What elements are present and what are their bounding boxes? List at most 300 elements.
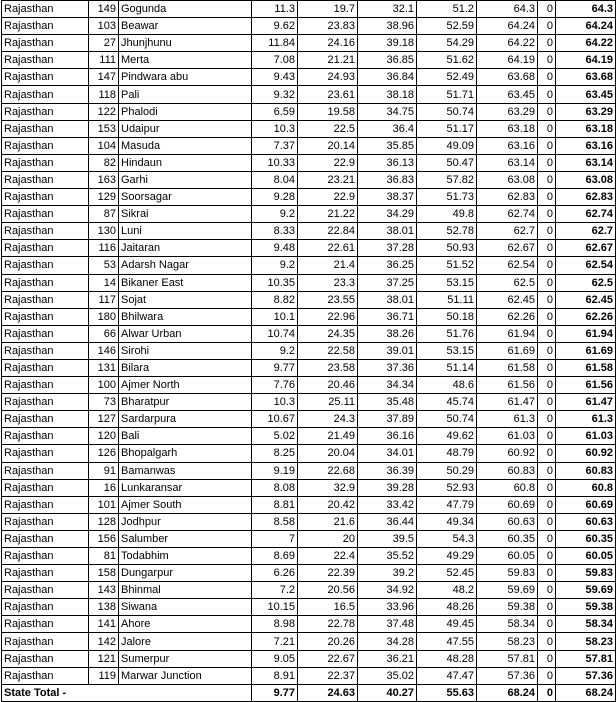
table-row bbox=[2, 530, 616, 547]
table-row bbox=[2, 565, 616, 582]
table-row bbox=[2, 496, 616, 513]
value-cell-6: 0 bbox=[538, 189, 556, 206]
constituency-number-cell: 141 bbox=[89, 616, 119, 633]
constituency-name-cell: Sardarpura bbox=[119, 411, 252, 428]
final-value-cell: 61.69 bbox=[556, 342, 616, 359]
value-cell-4: 48.6 bbox=[417, 377, 477, 394]
value-cell-5: 61.58 bbox=[477, 359, 538, 376]
value-cell-1: 9.2 bbox=[252, 342, 298, 359]
final-value-cell: 60.8 bbox=[556, 479, 616, 496]
turnout-table bbox=[1, 0, 616, 702]
final-value-cell: 61.47 bbox=[556, 394, 616, 411]
value-cell-2: 23.21 bbox=[298, 171, 358, 188]
value-cell-2: 20.04 bbox=[298, 445, 358, 462]
value-cell-1: 9.77 bbox=[252, 359, 298, 376]
value-cell-3: 37.28 bbox=[358, 240, 417, 257]
state-cell: Rajasthan bbox=[2, 18, 89, 35]
table-row bbox=[2, 513, 616, 530]
table-row bbox=[2, 582, 616, 599]
value-cell-3: 37.25 bbox=[358, 274, 417, 291]
table-row bbox=[2, 274, 616, 291]
value-cell-4: 52.93 bbox=[417, 479, 477, 496]
constituency-name-cell: Ajmer South bbox=[119, 496, 252, 513]
final-value-cell: 57.36 bbox=[556, 667, 616, 684]
constituency-number-cell: 127 bbox=[89, 411, 119, 428]
state-cell: Rajasthan bbox=[2, 633, 89, 650]
value-cell-4: 51.2 bbox=[417, 1, 477, 18]
value-cell-2: 21.21 bbox=[298, 52, 358, 69]
value-cell-1: 8.58 bbox=[252, 513, 298, 530]
value-cell-6: 0 bbox=[538, 103, 556, 120]
state-cell: Rajasthan bbox=[2, 1, 89, 18]
table-row bbox=[2, 650, 616, 667]
table-row bbox=[2, 616, 616, 633]
value-cell-6: 0 bbox=[538, 513, 556, 530]
value-cell-2: 21.22 bbox=[298, 206, 358, 223]
table-row bbox=[2, 257, 616, 274]
value-cell-3: 38.01 bbox=[358, 291, 417, 308]
value-cell-5: 62.45 bbox=[477, 291, 538, 308]
final-value-cell: 60.63 bbox=[556, 513, 616, 530]
value-cell-3: 39.2 bbox=[358, 565, 417, 582]
constituency-name-cell: Sirohi bbox=[119, 342, 252, 359]
value-cell-6: 0 bbox=[538, 86, 556, 103]
value-cell-1: 6.59 bbox=[252, 103, 298, 120]
constituency-number-cell: 118 bbox=[89, 86, 119, 103]
value-cell-2: 32.9 bbox=[298, 479, 358, 496]
constituency-name-cell: Bamanwas bbox=[119, 462, 252, 479]
state-cell: Rajasthan bbox=[2, 548, 89, 565]
total-value-cell-2: 24.63 bbox=[298, 684, 358, 701]
value-cell-6: 0 bbox=[538, 411, 556, 428]
value-cell-5: 64.22 bbox=[477, 35, 538, 52]
value-cell-1: 7.08 bbox=[252, 52, 298, 69]
value-cell-4: 57.82 bbox=[417, 171, 477, 188]
value-cell-4: 50.47 bbox=[417, 154, 477, 171]
value-cell-6: 0 bbox=[538, 650, 556, 667]
value-cell-5: 63.16 bbox=[477, 137, 538, 154]
value-cell-4: 51.76 bbox=[417, 325, 477, 342]
constituency-number-cell: 129 bbox=[89, 189, 119, 206]
table-row bbox=[2, 428, 616, 445]
value-cell-5: 60.63 bbox=[477, 513, 538, 530]
state-cell: Rajasthan bbox=[2, 52, 89, 69]
value-cell-2: 22.9 bbox=[298, 154, 358, 171]
state-cell: Rajasthan bbox=[2, 206, 89, 223]
constituency-number-cell: 147 bbox=[89, 69, 119, 86]
value-cell-1: 7.37 bbox=[252, 137, 298, 154]
final-value-cell: 61.3 bbox=[556, 411, 616, 428]
final-value-cell: 63.16 bbox=[556, 137, 616, 154]
value-cell-5: 64.19 bbox=[477, 52, 538, 69]
value-cell-1: 10.15 bbox=[252, 599, 298, 616]
final-value-cell: 60.83 bbox=[556, 462, 616, 479]
constituency-name-cell: Sojat bbox=[119, 291, 252, 308]
value-cell-6: 0 bbox=[538, 257, 556, 274]
value-cell-6: 0 bbox=[538, 120, 556, 137]
constituency-name-cell: Jaitaran bbox=[119, 240, 252, 257]
value-cell-2: 23.3 bbox=[298, 274, 358, 291]
value-cell-1: 7.2 bbox=[252, 582, 298, 599]
value-cell-4: 49.34 bbox=[417, 513, 477, 530]
value-cell-4: 51.17 bbox=[417, 120, 477, 137]
value-cell-5: 62.7 bbox=[477, 223, 538, 240]
value-cell-3: 37.36 bbox=[358, 359, 417, 376]
value-cell-5: 61.69 bbox=[477, 342, 538, 359]
value-cell-6: 0 bbox=[538, 240, 556, 257]
value-cell-3: 34.28 bbox=[358, 633, 417, 650]
value-cell-3: 38.37 bbox=[358, 189, 417, 206]
constituency-number-cell: 104 bbox=[89, 137, 119, 154]
table-row bbox=[2, 69, 616, 86]
value-cell-2: 23.83 bbox=[298, 18, 358, 35]
table-row bbox=[2, 18, 616, 35]
value-cell-4: 45.74 bbox=[417, 394, 477, 411]
value-cell-6: 0 bbox=[538, 548, 556, 565]
final-value-cell: 63.14 bbox=[556, 154, 616, 171]
constituency-name-cell: Luni bbox=[119, 223, 252, 240]
constituency-name-cell: Bilara bbox=[119, 359, 252, 376]
value-cell-4: 50.18 bbox=[417, 308, 477, 325]
value-cell-1: 9.2 bbox=[252, 257, 298, 274]
final-value-cell: 64.22 bbox=[556, 35, 616, 52]
constituency-number-cell: 16 bbox=[89, 479, 119, 496]
value-cell-1: 8.33 bbox=[252, 223, 298, 240]
value-cell-5: 62.26 bbox=[477, 308, 538, 325]
state-cell: Rajasthan bbox=[2, 154, 89, 171]
table-row bbox=[2, 445, 616, 462]
constituency-name-cell: Phalodi bbox=[119, 103, 252, 120]
state-cell: Rajasthan bbox=[2, 445, 89, 462]
final-value-cell: 59.83 bbox=[556, 565, 616, 582]
table-row bbox=[2, 548, 616, 565]
state-cell: Rajasthan bbox=[2, 462, 89, 479]
state-cell: Rajasthan bbox=[2, 308, 89, 325]
value-cell-2: 24.35 bbox=[298, 325, 358, 342]
state-cell: Rajasthan bbox=[2, 359, 89, 376]
value-cell-4: 48.28 bbox=[417, 650, 477, 667]
value-cell-1: 9.28 bbox=[252, 189, 298, 206]
value-cell-5: 63.08 bbox=[477, 171, 538, 188]
constituency-number-cell: 81 bbox=[89, 548, 119, 565]
final-value-cell: 58.34 bbox=[556, 616, 616, 633]
value-cell-6: 0 bbox=[538, 359, 556, 376]
value-cell-4: 53.15 bbox=[417, 274, 477, 291]
value-cell-3: 34.34 bbox=[358, 377, 417, 394]
value-cell-1: 8.91 bbox=[252, 667, 298, 684]
value-cell-4: 51.52 bbox=[417, 257, 477, 274]
constituency-number-cell: 73 bbox=[89, 394, 119, 411]
constituency-number-cell: 163 bbox=[89, 171, 119, 188]
state-cell: Rajasthan bbox=[2, 86, 89, 103]
value-cell-6: 0 bbox=[538, 1, 556, 18]
constituency-name-cell: Ahore bbox=[119, 616, 252, 633]
value-cell-2: 22.78 bbox=[298, 616, 358, 633]
value-cell-4: 51.14 bbox=[417, 359, 477, 376]
value-cell-1: 8.69 bbox=[252, 548, 298, 565]
constituency-name-cell: Siwana bbox=[119, 599, 252, 616]
table-row bbox=[2, 206, 616, 223]
value-cell-1: 9.2 bbox=[252, 206, 298, 223]
value-cell-2: 20.42 bbox=[298, 496, 358, 513]
constituency-name-cell: Marwar Junction bbox=[119, 667, 252, 684]
final-value-cell: 62.45 bbox=[556, 291, 616, 308]
constituency-name-cell: Bharatpur bbox=[119, 394, 252, 411]
value-cell-2: 23.58 bbox=[298, 359, 358, 376]
table-row bbox=[2, 479, 616, 496]
value-cell-6: 0 bbox=[538, 52, 556, 69]
value-cell-1: 5.02 bbox=[252, 428, 298, 445]
value-cell-1: 7 bbox=[252, 530, 298, 547]
value-cell-5: 60.69 bbox=[477, 496, 538, 513]
value-cell-2: 22.96 bbox=[298, 308, 358, 325]
total-value-cell-3: 40.27 bbox=[358, 684, 417, 701]
table-row bbox=[2, 291, 616, 308]
value-cell-3: 36.13 bbox=[358, 154, 417, 171]
constituency-number-cell: 82 bbox=[89, 154, 119, 171]
value-cell-5: 60.92 bbox=[477, 445, 538, 462]
value-cell-3: 33.96 bbox=[358, 599, 417, 616]
constituency-name-cell: Udaipur bbox=[119, 120, 252, 137]
value-cell-3: 37.89 bbox=[358, 411, 417, 428]
state-cell: Rajasthan bbox=[2, 411, 89, 428]
value-cell-1: 6.26 bbox=[252, 565, 298, 582]
value-cell-2: 24.93 bbox=[298, 69, 358, 86]
total-value-cell-1: 9.77 bbox=[252, 684, 298, 701]
value-cell-6: 0 bbox=[538, 154, 556, 171]
constituency-number-cell: 87 bbox=[89, 206, 119, 223]
value-cell-1: 7.21 bbox=[252, 633, 298, 650]
constituency-name-cell: Sikrai bbox=[119, 206, 252, 223]
value-cell-6: 0 bbox=[538, 137, 556, 154]
value-cell-5: 57.81 bbox=[477, 650, 538, 667]
value-cell-1: 9.62 bbox=[252, 18, 298, 35]
state-cell: Rajasthan bbox=[2, 171, 89, 188]
value-cell-6: 0 bbox=[538, 18, 556, 35]
state-cell: Rajasthan bbox=[2, 342, 89, 359]
value-cell-1: 8.82 bbox=[252, 291, 298, 308]
value-cell-4: 49.62 bbox=[417, 428, 477, 445]
value-cell-5: 60.8 bbox=[477, 479, 538, 496]
constituency-name-cell: Salumber bbox=[119, 530, 252, 547]
state-cell: Rajasthan bbox=[2, 223, 89, 240]
constituency-number-cell: 153 bbox=[89, 120, 119, 137]
value-cell-1: 10.3 bbox=[252, 394, 298, 411]
total-value-cell-6: 0 bbox=[538, 684, 556, 701]
value-cell-5: 61.56 bbox=[477, 377, 538, 394]
final-value-cell: 59.69 bbox=[556, 582, 616, 599]
value-cell-5: 58.34 bbox=[477, 616, 538, 633]
value-cell-1: 9.43 bbox=[252, 69, 298, 86]
constituency-number-cell: 121 bbox=[89, 650, 119, 667]
value-cell-1: 8.04 bbox=[252, 171, 298, 188]
table-row bbox=[2, 599, 616, 616]
value-cell-2: 25.11 bbox=[298, 394, 358, 411]
value-cell-4: 49.8 bbox=[417, 206, 477, 223]
final-value-cell: 63.18 bbox=[556, 120, 616, 137]
state-cell: Rajasthan bbox=[2, 274, 89, 291]
value-cell-5: 63.29 bbox=[477, 103, 538, 120]
value-cell-3: 36.44 bbox=[358, 513, 417, 530]
value-cell-4: 48.2 bbox=[417, 582, 477, 599]
value-cell-4: 54.3 bbox=[417, 530, 477, 547]
value-cell-5: 63.45 bbox=[477, 86, 538, 103]
value-cell-4: 50.74 bbox=[417, 103, 477, 120]
final-value-cell: 59.38 bbox=[556, 599, 616, 616]
state-cell: Rajasthan bbox=[2, 496, 89, 513]
state-cell: Rajasthan bbox=[2, 530, 89, 547]
value-cell-5: 61.47 bbox=[477, 394, 538, 411]
table-row bbox=[2, 411, 616, 428]
value-cell-4: 50.93 bbox=[417, 240, 477, 257]
value-cell-5: 63.68 bbox=[477, 69, 538, 86]
constituency-number-cell: 126 bbox=[89, 445, 119, 462]
final-value-cell: 64.24 bbox=[556, 18, 616, 35]
constituency-number-cell: 91 bbox=[89, 462, 119, 479]
value-cell-6: 0 bbox=[538, 599, 556, 616]
value-cell-1: 10.33 bbox=[252, 154, 298, 171]
value-cell-2: 22.68 bbox=[298, 462, 358, 479]
final-value-cell: 62.83 bbox=[556, 189, 616, 206]
constituency-name-cell: Hindaun bbox=[119, 154, 252, 171]
final-value-cell: 63.68 bbox=[556, 69, 616, 86]
value-cell-2: 23.55 bbox=[298, 291, 358, 308]
value-cell-2: 22.4 bbox=[298, 548, 358, 565]
value-cell-5: 60.35 bbox=[477, 530, 538, 547]
value-cell-1: 10.67 bbox=[252, 411, 298, 428]
value-cell-6: 0 bbox=[538, 633, 556, 650]
value-cell-5: 61.03 bbox=[477, 428, 538, 445]
constituency-name-cell: Adarsh Nagar bbox=[119, 257, 252, 274]
value-cell-3: 35.52 bbox=[358, 548, 417, 565]
value-cell-2: 22.84 bbox=[298, 223, 358, 240]
final-value-cell: 64.19 bbox=[556, 52, 616, 69]
constituency-number-cell: 143 bbox=[89, 582, 119, 599]
final-value-cell: 61.56 bbox=[556, 377, 616, 394]
state-cell: Rajasthan bbox=[2, 189, 89, 206]
value-cell-4: 48.26 bbox=[417, 599, 477, 616]
value-cell-3: 35.02 bbox=[358, 667, 417, 684]
value-cell-6: 0 bbox=[538, 445, 556, 462]
value-cell-6: 0 bbox=[538, 667, 556, 684]
value-cell-6: 0 bbox=[538, 582, 556, 599]
value-cell-4: 51.73 bbox=[417, 189, 477, 206]
value-cell-3: 36.16 bbox=[358, 428, 417, 445]
value-cell-3: 36.4 bbox=[358, 120, 417, 137]
value-cell-6: 0 bbox=[538, 565, 556, 582]
value-cell-6: 0 bbox=[538, 377, 556, 394]
value-cell-1: 11.84 bbox=[252, 35, 298, 52]
value-cell-2: 20.14 bbox=[298, 137, 358, 154]
constituency-number-cell: 122 bbox=[89, 103, 119, 120]
constituency-name-cell: Dungarpur bbox=[119, 565, 252, 582]
constituency-name-cell: Beawar bbox=[119, 18, 252, 35]
value-cell-5: 62.5 bbox=[477, 274, 538, 291]
value-cell-3: 34.29 bbox=[358, 206, 417, 223]
value-cell-6: 0 bbox=[538, 394, 556, 411]
value-cell-2: 24.3 bbox=[298, 411, 358, 428]
table-row bbox=[2, 52, 616, 69]
state-cell: Rajasthan bbox=[2, 616, 89, 633]
value-cell-4: 51.71 bbox=[417, 86, 477, 103]
table-row bbox=[2, 359, 616, 376]
total-value-cell-4: 55.63 bbox=[417, 684, 477, 701]
value-cell-1: 8.25 bbox=[252, 445, 298, 462]
value-cell-4: 50.29 bbox=[417, 462, 477, 479]
value-cell-2: 20 bbox=[298, 530, 358, 547]
table-row bbox=[2, 308, 616, 325]
value-cell-4: 52.45 bbox=[417, 565, 477, 582]
total-value-cell-7: 68.24 bbox=[556, 684, 616, 701]
value-cell-1: 8.08 bbox=[252, 479, 298, 496]
value-cell-1: 8.98 bbox=[252, 616, 298, 633]
constituency-name-cell: Jhunjhunu bbox=[119, 35, 252, 52]
value-cell-2: 24.16 bbox=[298, 35, 358, 52]
state-cell: Rajasthan bbox=[2, 103, 89, 120]
constituency-number-cell: 119 bbox=[89, 667, 119, 684]
constituency-name-cell: Pali bbox=[119, 86, 252, 103]
table-row bbox=[2, 377, 616, 394]
value-cell-3: 36.25 bbox=[358, 257, 417, 274]
value-cell-5: 60.05 bbox=[477, 548, 538, 565]
final-value-cell: 61.58 bbox=[556, 359, 616, 376]
value-cell-5: 58.23 bbox=[477, 633, 538, 650]
value-cell-2: 21.6 bbox=[298, 513, 358, 530]
value-cell-5: 63.14 bbox=[477, 154, 538, 171]
state-cell: Rajasthan bbox=[2, 240, 89, 257]
value-cell-6: 0 bbox=[538, 428, 556, 445]
constituency-number-cell: 156 bbox=[89, 530, 119, 547]
final-value-cell: 64.3 bbox=[556, 1, 616, 18]
value-cell-6: 0 bbox=[538, 223, 556, 240]
constituency-number-cell: 120 bbox=[89, 428, 119, 445]
constituency-name-cell: Alwar Urban bbox=[119, 325, 252, 342]
value-cell-6: 0 bbox=[538, 274, 556, 291]
value-cell-1: 10.1 bbox=[252, 308, 298, 325]
value-cell-2: 23.61 bbox=[298, 86, 358, 103]
state-cell: Rajasthan bbox=[2, 428, 89, 445]
value-cell-2: 20.56 bbox=[298, 582, 358, 599]
value-cell-3: 38.96 bbox=[358, 18, 417, 35]
value-cell-5: 63.18 bbox=[477, 120, 538, 137]
final-value-cell: 60.69 bbox=[556, 496, 616, 513]
state-cell: Rajasthan bbox=[2, 394, 89, 411]
value-cell-2: 22.5 bbox=[298, 120, 358, 137]
final-value-cell: 62.5 bbox=[556, 274, 616, 291]
value-cell-4: 49.09 bbox=[417, 137, 477, 154]
constituency-number-cell: 27 bbox=[89, 35, 119, 52]
table-row bbox=[2, 154, 616, 171]
final-value-cell: 63.45 bbox=[556, 86, 616, 103]
table-row bbox=[2, 1, 616, 18]
table-row bbox=[2, 103, 616, 120]
state-total-row bbox=[2, 684, 616, 701]
value-cell-2: 20.26 bbox=[298, 633, 358, 650]
final-value-cell: 62.26 bbox=[556, 308, 616, 325]
value-cell-1: 9.19 bbox=[252, 462, 298, 479]
value-cell-3: 39.28 bbox=[358, 479, 417, 496]
state-cell: Rajasthan bbox=[2, 257, 89, 274]
constituency-number-cell: 66 bbox=[89, 325, 119, 342]
final-value-cell: 63.29 bbox=[556, 103, 616, 120]
value-cell-3: 35.85 bbox=[358, 137, 417, 154]
constituency-number-cell: 100 bbox=[89, 377, 119, 394]
value-cell-5: 62.83 bbox=[477, 189, 538, 206]
constituency-name-cell: Merta bbox=[119, 52, 252, 69]
value-cell-4: 53.15 bbox=[417, 342, 477, 359]
value-cell-1: 8.81 bbox=[252, 496, 298, 513]
value-cell-4: 49.45 bbox=[417, 616, 477, 633]
